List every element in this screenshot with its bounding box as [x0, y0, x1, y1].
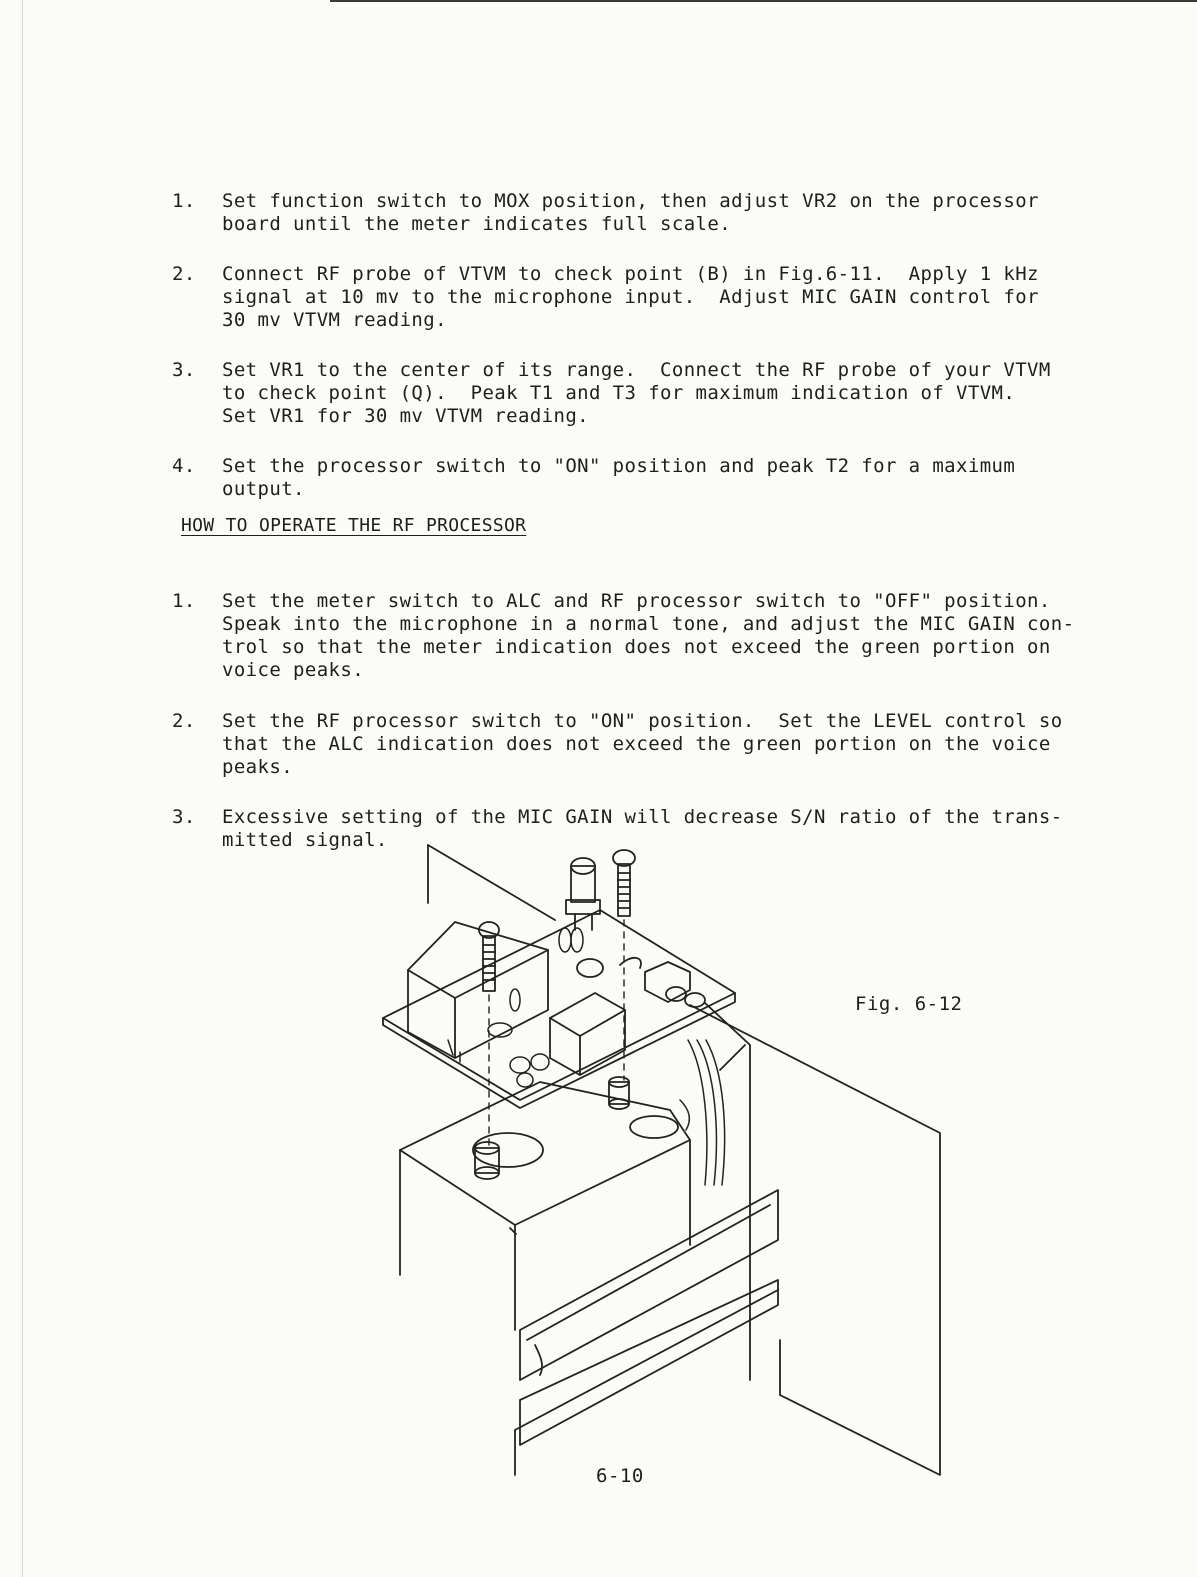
step-text: Excessive setting of the MIC GAIN will decrease S/N ratio of the trans- mitted signal.	[222, 806, 1063, 851]
step-text: Set VR1 to the center of its range. Connect the RF probe of your VTVM to check point (Q). Peak T1 and T3 for maximum indication of VTVM. Set VR1 for 30 mv VTVM reading.	[222, 359, 1051, 427]
step-number: 3.	[172, 806, 196, 828]
step-text: Set the processor switch to "ON" position and peak T2 for a maximum output.	[222, 455, 1016, 500]
relay-component	[408, 922, 548, 1058]
step-text: Set the RF processor switch to "ON" position. Set the LEVEL control so that the ALC indication does not exceed the green portion on the voice peaks.	[222, 710, 1063, 778]
cable-bundle	[680, 1040, 725, 1185]
figure-label: Fig. 6-12	[855, 993, 963, 1015]
step-number: 4.	[172, 455, 196, 477]
trimmer-components	[577, 958, 705, 1007]
step-number: 2.	[172, 263, 196, 285]
step-text: Connect RF probe of VTVM to check point (B) in Fig.6-11. Apply 1 kHz signal at 10 mv to the microphone input. Adjust MIC GAIN control for 30 mv VTVM reading.	[222, 263, 1039, 331]
screw-right	[613, 850, 635, 916]
step-text: Set function switch to MOX position, then adjust VR2 on the processor board until the meter indicates full scale.	[222, 190, 1039, 235]
page-number: 6-10	[596, 1465, 644, 1487]
lower-chassis-box	[400, 1082, 690, 1330]
chassis-side-panel	[428, 845, 940, 1475]
step-number: 1.	[172, 190, 196, 212]
step-number: 1.	[172, 590, 196, 612]
front-rails	[515, 1190, 778, 1475]
step-number: 3.	[172, 359, 196, 381]
step-number: 2.	[172, 710, 196, 732]
step-text: Set the meter switch to ALC and RF processor switch to "OFF" position. Speak into the microphone in a normal tone, and adjust the MIC GAIN con- trol so that the meter indication does not exceed the green portion on voice peaks.	[222, 590, 1075, 681]
section-heading: HOW TO OPERATE THE RF PROCESSOR	[181, 515, 527, 536]
